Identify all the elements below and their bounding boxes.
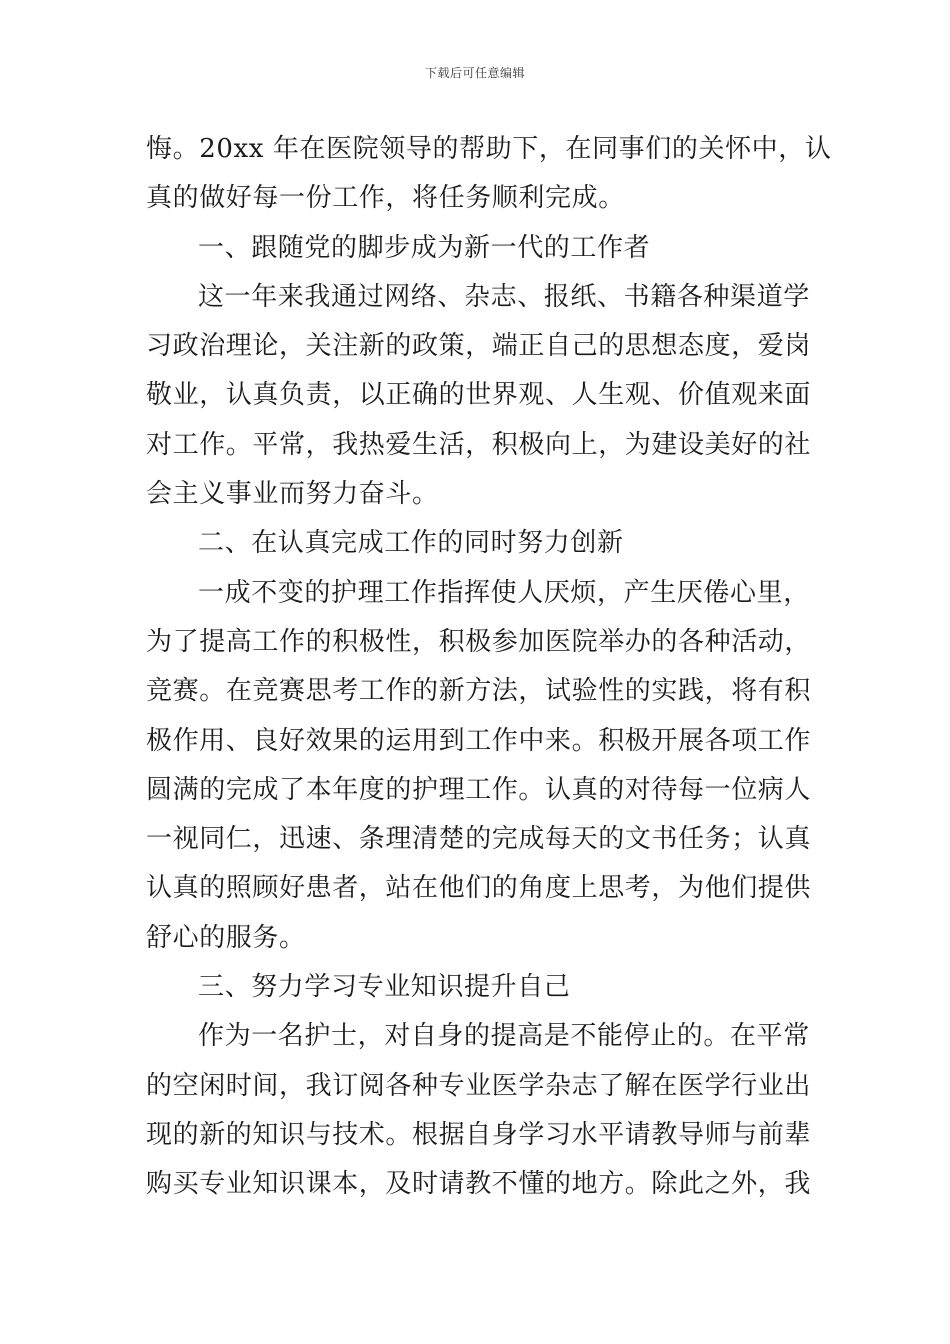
text-line: 现的新的知识与技术。根据自身学习水平请教导师与前辈 <box>146 1119 812 1150</box>
page-header: 下载后可任意编辑 <box>424 66 525 80</box>
text-line: 对工作。平常，我热爱生活，积极向上，为建设美好的社 <box>146 429 812 460</box>
text-line: 一成不变的护理工作指挥使人厌烦，产生厌倦心里， <box>198 577 810 608</box>
text-line: 这一年来我通过网络、杂志、报纸、书籍各种渠道学 <box>198 281 810 312</box>
document-body <box>146 125 832 1210</box>
text-line: 敬业，认真负责，以正确的世界观、人生观、价值观来面 <box>146 380 812 411</box>
text-line: 为了提高工作的积极性，积极参加医院举办的各种活动， <box>146 626 812 657</box>
text-line: 竞赛。在竞赛思考工作的新方法，试验性的实践，将有积 <box>146 676 812 707</box>
text-line: 购买专业知识课本，及时请教不懂的地方。除此之外，我 <box>146 1169 812 1200</box>
section-heading-2: 二、在认真完成工作的同时努力创新 <box>198 528 624 559</box>
text-line: 作为一名护士，对自身的提高是不能停止的。在平常 <box>198 1021 810 1052</box>
text-line: 舒心的服务。 <box>146 922 306 953</box>
text-line: 的空闲时间，我订阅各种专业医学杂志了解在医学行业出 <box>146 1070 812 1101</box>
text-line: 悔。20xx 年在医院领导的帮助下，在同事们的关怀中，认 <box>146 134 832 164</box>
text-line: 会主义事业而努力奋斗。 <box>146 479 439 510</box>
section-heading-3: 三、努力学习专业知识提升自己 <box>198 972 571 1003</box>
text-line: 圆满的完成了本年度的护理工作。认真的对待每一位病人 <box>146 774 812 805</box>
text-line: 认真的照顾好患者，站在他们的角度上思考，为他们提供 <box>146 873 812 904</box>
text-line: 习政治理论，关注新的政策，端正自己的思想态度，爱岗 <box>146 331 812 362</box>
text-line: 极作用、良好效果的运用到工作中来。积极开展各项工作 <box>146 725 812 756</box>
text-line: 真的做好每一份工作，将任务顺利完成。 <box>146 183 625 214</box>
text-line: 一视同仁，迅速、条理清楚的完成每天的文书任务；认真 <box>146 824 812 855</box>
section-heading-1: 一、跟随党的脚步成为新一代的工作者 <box>198 232 651 263</box>
